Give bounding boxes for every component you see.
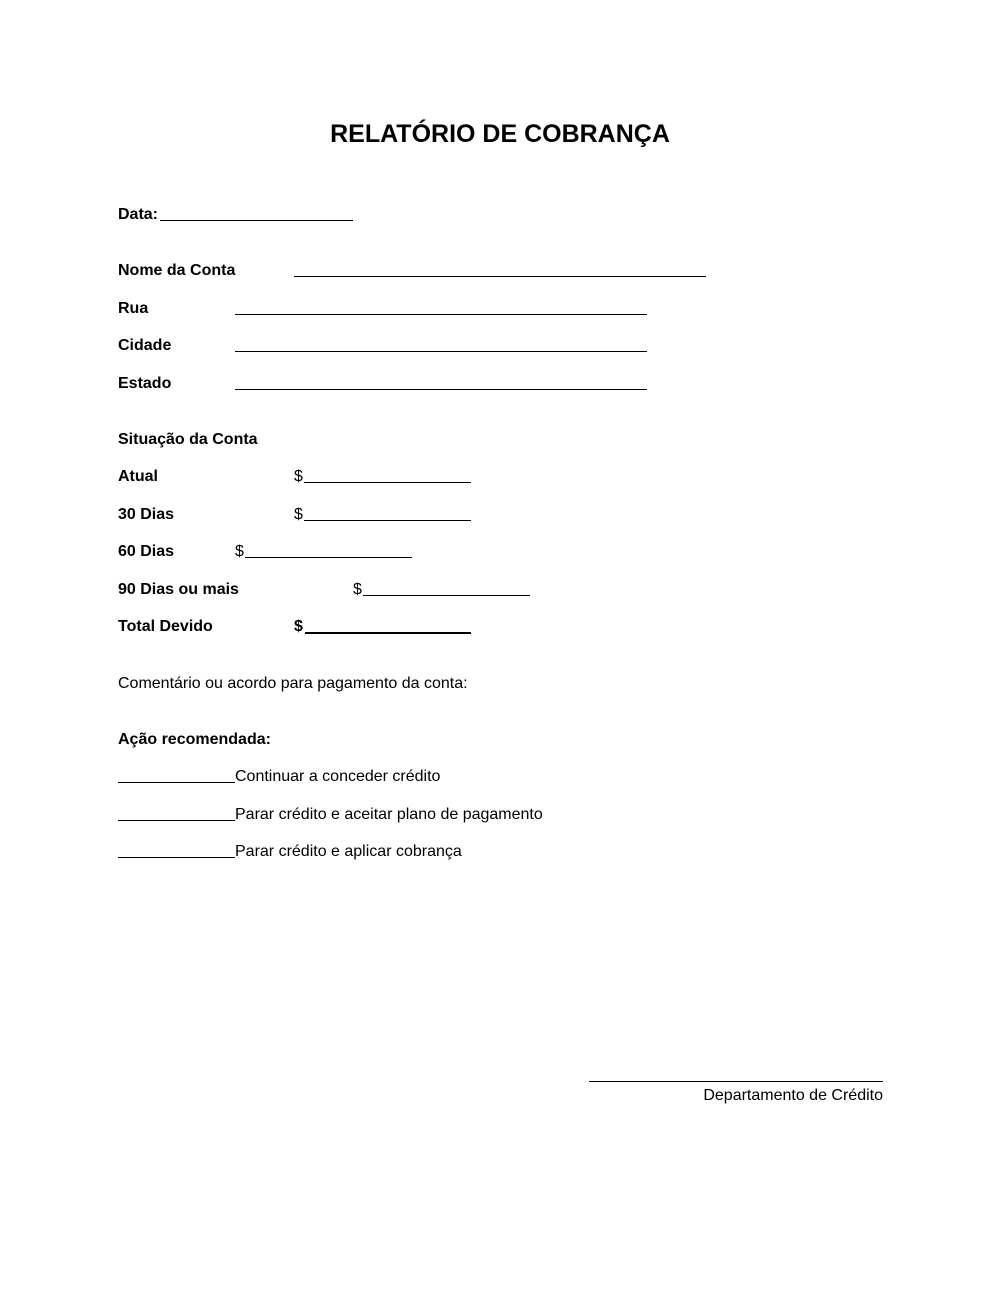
days60-amount-line[interactable] (245, 557, 412, 558)
action-option-checkline[interactable] (118, 782, 235, 783)
street-field-line[interactable] (235, 314, 647, 315)
days30-amount-line[interactable] (304, 520, 471, 521)
total-currency-symbol: $ (294, 618, 303, 635)
signature-line[interactable] (589, 1081, 883, 1082)
action-option-collection: Parar crédito e aplicar cobrança (235, 843, 462, 860)
total-due-label: Total Devido (118, 618, 213, 635)
city-label: Cidade (118, 337, 172, 354)
state-field-line[interactable] (235, 389, 647, 390)
state-label: Estado (118, 375, 172, 392)
account-status-heading: Situação da Conta (118, 431, 258, 448)
recommended-action-heading: Ação recomendada: (118, 731, 271, 748)
account-name-field-line[interactable] (294, 276, 706, 277)
action-option-payment-plan: Parar crédito e aceitar plano de pagamento (235, 806, 543, 823)
days90-amount-line[interactable] (363, 595, 530, 596)
date-label: Data: (118, 206, 159, 223)
days90-label: 90 Dias ou mais (118, 581, 239, 598)
comment-label: Comentário ou acordo para pagamento da conta: (118, 675, 468, 692)
total-due-amount-line[interactable] (305, 632, 471, 634)
date-field-line[interactable] (160, 220, 353, 221)
days60-currency-symbol: $ (235, 543, 244, 560)
current-currency-symbol: $ (294, 468, 303, 485)
action-option-continue-credit: Continuar a conceder crédito (235, 768, 441, 785)
street-label: Rua (118, 300, 149, 317)
days60-label: 60 Dias (118, 543, 175, 560)
city-field-line[interactable] (235, 351, 647, 352)
action-option-checkline[interactable] (118, 857, 235, 858)
current-amount-line[interactable] (304, 482, 471, 483)
page-title: RELATÓRIO DE COBRANÇA (330, 120, 670, 148)
action-option-checkline[interactable] (118, 820, 235, 821)
days30-label: 30 Dias (118, 506, 175, 523)
signature-label: Departamento de Crédito (703, 1087, 883, 1104)
current-label: Atual (118, 468, 158, 485)
days90-currency-symbol: $ (353, 581, 362, 598)
days30-currency-symbol: $ (294, 506, 303, 523)
account-name-label: Nome da Conta (118, 262, 236, 279)
